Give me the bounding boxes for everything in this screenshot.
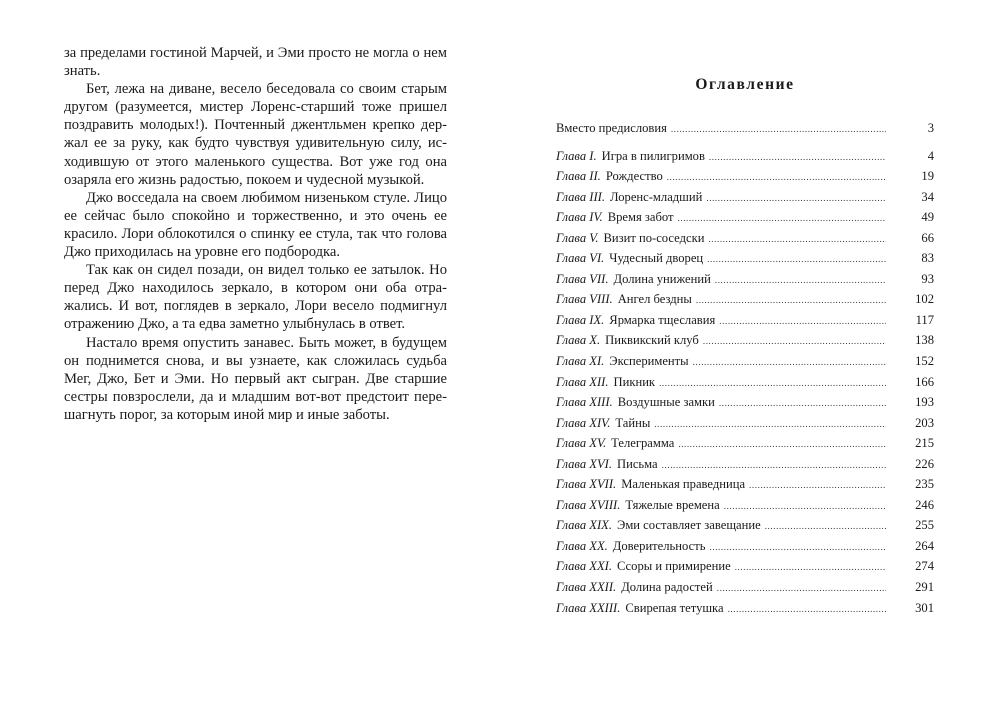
toc-entry-preface[interactable] [556, 118, 934, 139]
toc-entry-title: Эксперименты [609, 354, 689, 369]
toc-entry[interactable] [556, 187, 934, 208]
toc-entry-title: Ярмарка тщеславия [609, 312, 716, 327]
dot-leader [765, 516, 886, 537]
toc-chapter-label: Глава XVII. [556, 477, 617, 492]
toc-page-number: 255 [915, 518, 934, 533]
toc-page-number: 93 [921, 271, 934, 286]
toc-chapter-label: Глава IV. [556, 210, 603, 225]
toc-title: Оглавление [695, 76, 795, 93]
toc-page-number: 83 [921, 251, 934, 266]
toc-chapter-label: Глава VI. [556, 251, 605, 266]
toc-entry-title: Игра в пилигримов [601, 148, 705, 163]
toc-page-number: 193 [915, 395, 934, 410]
paragraph: Бет, лежа на диване, весело беседовала со своим старым другом (разумеется, мистер Лоренс-старший тоже пришел поздравить молодых!). Почтенный джентльмен крепко держал ее за руку, как будто чувствуя удивительную силу, исходившую от этого маленького существа. Вот уже год она озаряла его жизнь радостью, покоем и чудесной музыкой. [64, 81, 447, 188]
toc-chapter-label: Глава I. [556, 148, 597, 163]
toc-entry-title: Тяжелые времена [625, 497, 720, 512]
toc-entry[interactable] [556, 228, 934, 249]
toc-entry[interactable] [556, 495, 934, 516]
toc-entry-title: Телеграмма [611, 436, 675, 451]
toc-page-number: 264 [915, 538, 934, 553]
toc-chapter-label: Глава VIII. [556, 292, 613, 307]
toc-page-number: 226 [915, 456, 934, 471]
toc-page-number: 49 [921, 210, 934, 225]
toc-chapter-label: Глава XVI. [556, 456, 612, 471]
paragraph: за пределами гостиной Марчей, и Эми просто не могла о нем знать. [64, 45, 447, 80]
toc-chapter-label: Глава XIII. [556, 395, 613, 410]
dot-leader [654, 414, 886, 435]
dot-leader [710, 537, 887, 558]
toc-chapter-label: Глава XX. [556, 538, 608, 553]
toc-entry[interactable] [556, 289, 934, 310]
body-text [64, 44, 447, 424]
toc-entry[interactable] [556, 372, 934, 393]
paragraph: Так как он сидел позади, он видел только ее затылок. Но перед Джо находилось зеркало, в котором они оба отражались. И вот, поглядев в зеркало, Лори весело подмигнул отражению Джо, а та едва заметно улыбнулась в ответ. [64, 262, 447, 333]
toc-chapter-label: Глава XIV. [556, 415, 611, 430]
dot-leader [707, 249, 886, 270]
toc-entry-title: Эми составляет завещание [617, 518, 761, 533]
toc-entry[interactable] [556, 351, 934, 372]
dot-leader [735, 557, 886, 578]
toc-entry[interactable] [556, 310, 934, 331]
toc-entry-title: Чудесный дворец [609, 251, 704, 266]
toc-entry-title: Ссоры и примирение [617, 559, 731, 574]
toc-chapter-label: Глава XVIII. [556, 497, 621, 512]
dot-leader [719, 311, 886, 332]
toc-entry[interactable] [556, 433, 934, 454]
toc-chapter-label: Глава XI. [556, 354, 605, 369]
dot-leader [728, 599, 886, 620]
toc-entry-title: Маленькая праведница [621, 477, 746, 492]
toc-page-number: 235 [915, 477, 934, 492]
paragraph: Настало время опустить занавес. Быть может, в будущем он поднимется снова, и вы узнаете, как сложилась судьба Мег, Джо, Бет и Эми. Но первый акт сыгран. Две старшие сестры повзрослели, да и младшим вот-вот предстоит перешагнуть порог, за которым иной мир и иные заботы. [64, 334, 447, 423]
dot-leader [706, 188, 886, 209]
toc-entry-title: Воздушные замки [617, 395, 715, 410]
toc-entry-title: Пикник [613, 374, 656, 389]
toc-entry[interactable] [556, 248, 934, 269]
dot-leader [724, 496, 886, 517]
dot-leader [693, 352, 886, 373]
toc-entry-title: Тайны [615, 415, 651, 430]
toc-entry[interactable] [556, 577, 934, 598]
dot-leader [703, 331, 886, 352]
toc-entry-title: Ангел бездны [617, 292, 692, 307]
toc-page-number: 166 [915, 374, 934, 389]
toc-entry-title: Лоренс-младший [610, 189, 703, 204]
toc-entry-title: Долина унижений [613, 271, 711, 286]
toc-page-number: 138 [915, 333, 934, 348]
toc-entry-title: Время забот [607, 210, 674, 225]
toc-entry[interactable] [556, 269, 934, 290]
toc-page-number: 246 [915, 497, 934, 512]
toc-entry[interactable] [556, 413, 934, 434]
toc-chapter-label: Глава IX. [556, 312, 605, 327]
toc-entry-title: Визит по-соседски [603, 230, 705, 245]
dot-leader [678, 434, 886, 455]
toc-chapter-label: Глава XXI. [556, 559, 612, 574]
toc-entry-title: Пиквикский клуб [605, 333, 699, 348]
dot-leader [696, 290, 886, 311]
toc-entry-title: Долина радостей [621, 580, 713, 595]
dot-leader [717, 578, 886, 599]
dot-leader [749, 475, 886, 496]
toc-page-number: 34 [921, 189, 934, 204]
toc-entry-title: Доверительность [612, 538, 706, 553]
toc-entry[interactable] [556, 207, 934, 228]
toc-page-number: 66 [921, 230, 934, 245]
toc-chapter-label: Глава XV. [556, 436, 607, 451]
toc-page-number: 102 [915, 292, 934, 307]
toc-entry[interactable] [556, 330, 934, 351]
toc-chapter-label: Глава II. [556, 169, 601, 184]
toc-entry[interactable] [556, 166, 934, 187]
toc-chapter-label: Глава X. [556, 333, 601, 348]
toc-entry-title: Рождество [605, 169, 663, 184]
toc-entry[interactable] [556, 515, 934, 536]
toc-page-number: 301 [915, 600, 934, 615]
toc-chapter-label: Глава V. [556, 230, 599, 245]
toc-page-number: 3 [927, 121, 934, 135]
right-page [500, 0, 1000, 714]
toc-chapter-label: Глава VII. [556, 271, 609, 286]
paragraph: Джо восседала на своем любимом низеньком стуле. Лицо ее сейчас было спокойно и торжественно, и это очень ее красило. Лори облокотился о спинку ее стула, так что голова Джо приходилась на уровне его подбородка. [64, 189, 447, 261]
toc-page-number: 203 [915, 415, 934, 430]
toc-chapter-label: Глава XXII. [556, 580, 617, 595]
toc-entry-title: Свирепая тетушка [625, 600, 724, 615]
dot-leader [667, 167, 886, 188]
toc-chapter-label: Глава XII. [556, 374, 609, 389]
toc-entry[interactable] [556, 392, 934, 413]
toc-entry[interactable] [556, 146, 934, 167]
toc-chapter-label: Глава III. [556, 189, 605, 204]
toc-entry-title: Письма [617, 456, 658, 471]
toc-page-number: 117 [915, 312, 934, 327]
toc-page-number: 152 [915, 354, 934, 369]
toc-entry[interactable] [556, 454, 934, 475]
dot-leader [678, 208, 887, 229]
table-of-contents [556, 118, 934, 618]
toc-entry[interactable] [556, 556, 934, 577]
toc-entry[interactable] [556, 536, 934, 557]
toc-page-number: 215 [915, 436, 934, 451]
toc-page-number: 274 [915, 559, 934, 574]
dot-leader [659, 373, 886, 394]
toc-page-number: 19 [921, 169, 934, 184]
dot-leader [719, 393, 886, 414]
toc-chapter-label: Глава XIX. [556, 518, 612, 533]
dot-leader [715, 270, 886, 291]
dot-leader [708, 229, 886, 250]
toc-entry[interactable] [556, 474, 934, 495]
toc-entry-title: Вместо предисловия [556, 121, 667, 135]
dot-leader [709, 147, 886, 168]
toc-page-number: 4 [927, 148, 934, 163]
toc-chapter-label: Глава XXIII. [556, 600, 621, 615]
toc-page-number: 291 [915, 580, 934, 595]
dot-leader [662, 455, 886, 476]
dot-leader [671, 119, 886, 140]
toc-entry[interactable] [556, 598, 934, 619]
